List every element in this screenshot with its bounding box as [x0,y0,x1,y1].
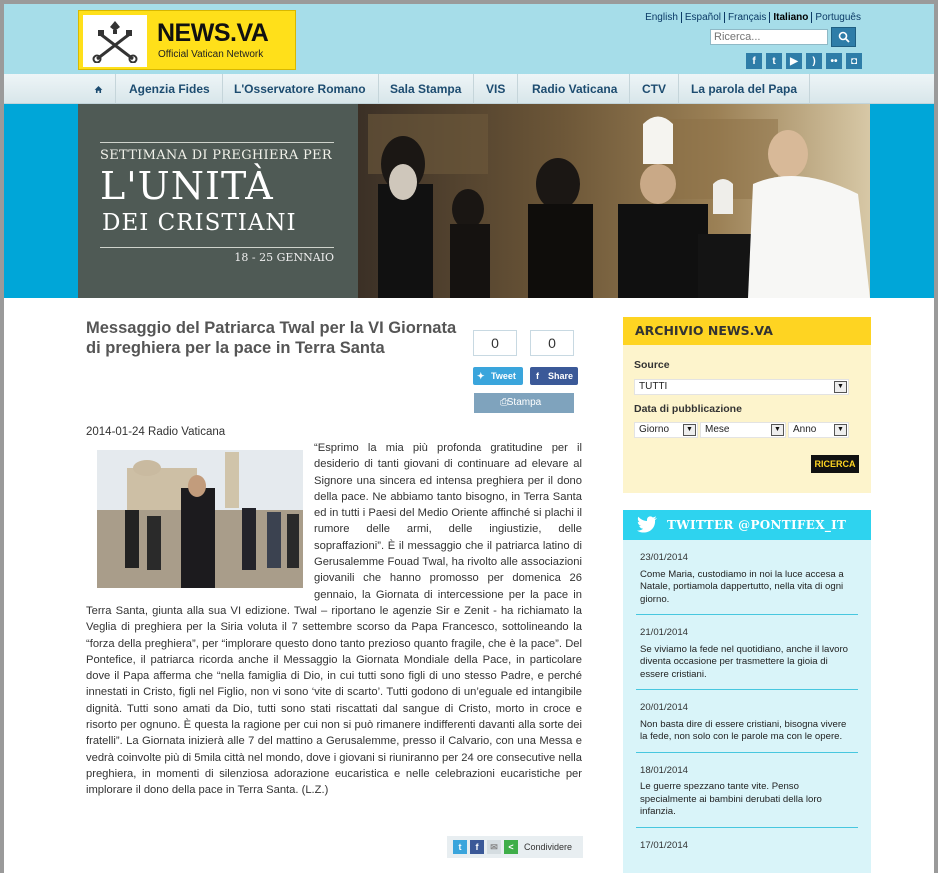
logo-name: NEWS.VA [157,19,269,47]
tweet-count: 0 [473,330,517,356]
lang-francais[interactable]: Français [725,12,770,23]
language-selector [642,12,864,23]
rss-icon[interactable]: ) [806,53,822,69]
tweet-date: 21/01/2014 [640,627,689,638]
archive-search-button[interactable]: RICERCA [811,455,859,473]
tweet-date: 20/01/2014 [640,702,689,713]
photo-spacer [86,440,314,598]
chevron-down-icon: ▼ [834,381,847,393]
nav-ctv[interactable]: CTV [630,74,679,104]
twitter-share-icon[interactable]: t [453,840,467,854]
article-date-source: 2014-01-24 Radio Vaticana [86,426,226,438]
banner-dates: 18 - 25 GENNAIO [234,251,334,264]
facebook-icon[interactable]: f [746,53,762,69]
share-bar [447,836,583,858]
tweet-date: 23/01/2014 [640,552,689,563]
day-select-value: Giorno [639,424,670,435]
twitter-bird-icon [637,516,657,533]
print-button[interactable] [474,393,574,413]
home-button[interactable] [82,74,116,104]
site-logo[interactable] [78,10,296,70]
social-links [746,53,862,69]
lang-english[interactable]: English [642,12,682,23]
tweet-text: Non basta dire di essere cristiani, bisogna vivere la fede, non solo con le parole ma con le opere. [640,718,847,742]
search-icon [838,31,850,43]
nav-agenzia-fides[interactable]: Agenzia Fides [117,74,223,104]
archive-title: ARCHIVIO NEWS.VA [623,317,871,345]
source-select[interactable] [634,379,849,395]
share-button-label: Share [548,371,574,381]
nav-sala-stampa[interactable]: Sala Stampa [378,74,474,104]
flickr-icon[interactable]: •• [826,53,842,69]
share-icon[interactable]: < [504,840,518,854]
tweet-item[interactable] [636,828,858,865]
article-body [86,440,582,799]
printer-icon: ⎙ [500,397,508,408]
tweet-item[interactable] [636,690,858,753]
twitter-icon[interactable]: t [766,53,782,69]
logo-subtitle: Official Vatican Network [158,49,264,60]
tweet-text: Come Maria, custodiamo in noi la luce accesa a Natale, portiamola dappertutto, nella vita di ogni giorno. [640,568,844,605]
tweet-button[interactable] [473,367,523,385]
youtube-icon[interactable]: ▶ [786,53,802,69]
tweet-text: Le guerre spezzano tante vite. Penso specialmente ai bambini derubati della loro infanzia. [640,781,822,817]
twitter-bird-icon: ✦ [477,371,485,381]
month-select[interactable] [700,422,786,438]
banner-line2: L'UNITÀ [100,164,274,208]
twitter-panel-title: TWITTER @PONTIFEX_IT [667,518,847,532]
banner-line3: DEI CRISTIANI [102,210,297,236]
nav-vis[interactable]: VIS [474,74,518,104]
tweet-date: 17/01/2014 [640,839,689,851]
tweet-item[interactable] [636,753,858,828]
chevron-down-icon: ▼ [683,424,696,436]
search-button[interactable] [831,27,856,47]
lang-portugues[interactable]: Português [815,12,861,23]
facebook-icon: f [536,371,539,381]
twitter-panel [623,510,871,873]
hero-banner[interactable] [4,104,934,298]
source-label: Source [634,359,670,371]
article-title: Messaggio del Patriarca Twal per la VI Giornata di preghiera per la pace in Terra Santa [86,319,457,357]
tweet-item[interactable] [636,540,858,615]
banner-line1: SETTIMANA DI PREGHIERA PER [100,148,332,163]
archive-panel [623,317,871,493]
facebook-share-button[interactable] [530,367,578,385]
date-label: Data di pubblicazione [634,403,742,415]
chevron-down-icon: ▼ [771,424,784,436]
day-select[interactable] [634,422,698,438]
print-button-label: Stampa [506,397,542,408]
tweet-item[interactable] [636,615,858,690]
article-body-text: “Esprimo la mia più profonda gratitudine per il desiderio di tanti giovani di continuare ad elevare al Signore una sincera ed intensa preghiera per il dono della pace. Ne abbiamo tanto bisogno, in Terra Santa ed in tutti i Paesi del Medio Oriente affinché si plachi il rumore delle armi, delle ingiustizie, delle sopraffazioni”. È il messaggio che il patriarca latino di Gerusalemme Fouad Twal, ha rivolto alle associazioni giovanili che hanno promosso per domenica 26 gennaio, la Giornata di intercessione per la pace in Terra Santa, giunta alla sua VI edizione. Twal – riportano le agenzie Sir e Zenit - ha richiamato la Veglia di preghiera per la Siria voluta il 7 settembre scorso da Papa Francesco, sottolineando la “forza della preghiera”, per “implorare questo dono tanto prezioso quanto fragile, che è la pace”. Del Pontefice, il patriarca ricorda anche il Messaggio la Giornata Mondiale della Pace, in particolare dove il Papa afferma che “nella famiglia di Dio, in cui tutti sono figli di uno stesso Padre, e perché innestati in Cristo, figli nel Figlio, non vi sono ‘vite di scarto’. Tutti godono di un’eguale ed intangibile dignità. Tutti sono amati da Dio, tutti sono stati riscattati dal sangue di Cristo, morto in croce e risorto per ognuno. È questa la ragione per cui non si può rimanere indifferenti davanti alla sorte dei fratelli”. La Giornata inizierà alle 7 del mattino a Gerusalemme, presso il Calvario, con una Messa e vedrà coinvolte più di 5mila città nel mondo, dove i giovani si riuniranno per 24 ore consecutive nella preghiera, in momenti di silenziosa adorazione eucaristica e nelle celebrazioni eucaristiche per implorare il dono della pace in Terra Santa. (L.Z.) [86,442,582,797]
instagram-icon[interactable]: ◘ [846,53,862,69]
facebook-share-icon[interactable]: f [470,840,484,854]
share-bar-label[interactable]: Condividere [524,842,573,852]
banner-rule-bottom [100,247,334,248]
banner-photo [358,104,870,298]
nav-radio-vaticana[interactable]: Radio Vaticana [520,74,630,104]
tweet-date: 18/01/2014 [640,764,689,776]
year-select-value: Anno [793,424,817,435]
share-count: 0 [530,330,574,356]
email-share-icon[interactable]: ✉ [487,840,501,854]
lang-italiano[interactable]: Italiano [770,12,812,23]
nav-osservatore-romano[interactable]: L'Osservatore Romano [222,74,379,104]
main-nav [4,74,934,104]
search-input[interactable] [710,29,828,45]
page-frame [4,4,934,873]
tweet-button-label: Tweet [491,371,516,381]
home-icon [94,83,103,96]
site-header [4,4,934,74]
banner-rule-top [100,142,334,143]
year-select[interactable] [788,422,849,438]
vatican-keys-icon [83,15,147,67]
lang-espanol[interactable]: Español [682,12,725,23]
twitter-panel-header[interactable] [623,510,871,540]
source-select-value: TUTTI [639,381,668,392]
tweet-text: Se viviamo la fede nel quotidiano, anche il lavoro diventa occasione per trasmettere la gioia di essere cristiani. [640,643,848,680]
nav-parola-del-papa[interactable]: La parola del Papa [679,74,810,104]
month-select-value: Mese [705,424,730,435]
banner-caption [78,104,358,298]
chevron-down-icon: ▼ [834,424,847,436]
